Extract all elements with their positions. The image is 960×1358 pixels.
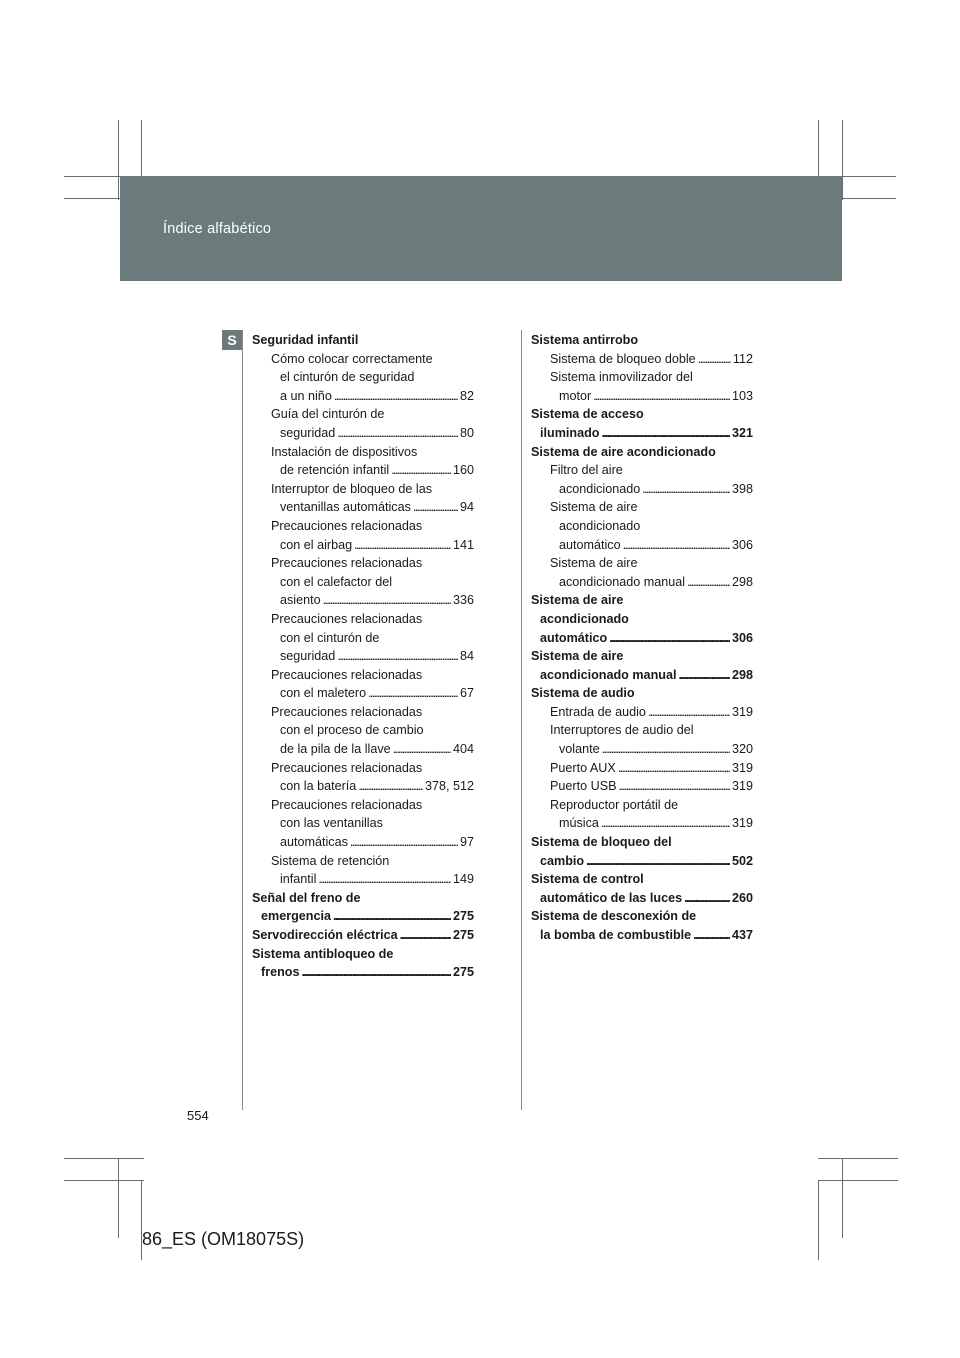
index-entry [531,405,753,424]
index-entry-label: Cómo colocar correctamente [271,351,433,366]
index-entry [531,814,753,833]
index-entry-label: Precauciones relacionadas [271,760,423,775]
dot-leader [354,536,451,555]
index-entry-label: Servodirección eléctrica [252,928,398,942]
index-entry-label: Guía del cinturón de [271,407,385,422]
index-entry-label: con el airbag [280,537,353,552]
index-entry-label: Sistema de control [531,872,644,887]
index-entry [252,405,474,424]
dot-leader [318,870,451,889]
index-entry-page: 320 [731,742,753,757]
index-entry-page: 306 [731,537,753,552]
index-entry [531,461,753,480]
index-entry-label: con el maletero [280,686,367,701]
index-entry-label: Sistema de bloqueo del [531,835,672,850]
index-entry [531,331,753,350]
dot-leader [609,629,730,648]
index-entry-label: acondicionado [559,481,641,496]
index-entry [531,424,753,443]
index-entry-label: Sistema de audio [531,686,635,701]
index-entry-label: Interruptores de audio del [550,723,694,738]
index-entry-label: Entrada de audio [550,704,646,719]
index-entry-label: Filtro del aire [550,463,623,478]
index-entry-label: emergencia [261,909,332,924]
index-entry-label: Sistema de desconexión de [531,909,697,924]
index-entry [531,350,753,369]
index-entry [531,740,753,759]
index-entry-page: 112 [732,351,753,366]
index-entry-page: 437 [731,928,753,942]
dot-leader [698,350,731,369]
index-entry-label: música [559,816,599,831]
dot-leader [337,424,458,443]
index-entry [531,629,753,648]
index-entry [252,963,474,982]
index-entry-label: Señal del freno de [252,890,361,905]
index-entry-label: ventanillas automáticas [280,500,411,515]
index-entry-page: 84 [459,649,474,664]
index-entry-label: Precauciones relacionadas [271,518,423,533]
index-entry-label: acondicionado manual [540,667,677,682]
index-entry [252,926,474,945]
index-entry-label: motor [559,388,592,403]
dot-leader [601,424,730,443]
header-title: Índice alfabético [163,221,272,237]
index-entry-page: 398 [731,481,753,496]
index-entry [252,629,474,648]
index-entry [252,387,474,406]
index-entry [531,889,753,908]
section-letter-tab: S [222,330,242,350]
index-entry [531,647,753,666]
index-entry-page: 97 [459,835,474,850]
index-entry [252,945,474,964]
index-entry [531,554,753,573]
index-entry [531,721,753,740]
index-entry-label: automático [559,537,621,552]
index-entry-label: Sistema de acceso [531,407,644,422]
index-entry-label: Precauciones relacionadas [271,556,423,571]
index-entry [531,536,753,555]
index-entry-page: 502 [731,853,753,868]
index-entry-page: 319 [731,704,753,719]
index-entry [252,666,474,685]
crop-mark [842,1158,843,1238]
index-entry [531,870,753,889]
index-entry-label: Instalación de dispositivos [271,444,418,459]
index-entry [252,610,474,629]
dot-leader [618,759,730,778]
index-column-left [252,331,474,982]
index-entry-label: asiento [280,593,321,608]
index-entry [252,591,474,610]
crop-mark [118,1158,119,1238]
index-entry [252,852,474,871]
index-entry-label: cambio [540,853,585,868]
index-entry-label: Interruptor de bloqueo de las [271,481,433,496]
index-entry [252,647,474,666]
index-entry [531,591,753,610]
index-entry-label: acondicionado manual [559,574,686,589]
index-entry [252,740,474,759]
dot-leader [602,740,730,759]
index-entry-label: Sistema de aire [550,500,638,515]
index-entry [531,926,753,945]
index-entry-page: 94 [459,500,474,515]
dot-leader [368,684,458,703]
index-entry-label: Sistema antirrobo [531,333,639,347]
index-entry-label: de retención infantil [280,463,390,478]
index-entry-label: acondicionado [540,611,629,626]
index-entry-page: 82 [459,388,474,403]
index-entry [252,350,474,369]
index-entry-page: 319 [731,779,753,794]
index-entry-page: 404 [452,742,474,757]
index-entry [252,443,474,462]
index-entry [531,368,753,387]
index-entry-label: seguridad [280,425,336,440]
crop-mark [64,1180,144,1181]
index-entry-label: con las ventanillas [280,816,383,831]
index-entry [531,610,753,629]
dot-leader [323,591,451,610]
dot-leader [586,852,730,871]
index-entry [531,666,753,685]
dot-leader [334,387,458,406]
index-entry [252,331,474,350]
index-entry-page: 160 [452,463,474,478]
index-entry [252,870,474,889]
index-entry [252,684,474,703]
index-entry [252,796,474,815]
index-entry-label: a un niño [280,388,332,403]
index-entry [252,889,474,908]
index-entry-page: 275 [452,909,474,924]
index-entry-label: Seguridad infantil [252,333,359,347]
index-entry-page: 321 [731,425,753,440]
header-band [120,176,842,281]
index-entry-page: 298 [731,667,753,682]
index-entry [531,907,753,926]
index-entry-label: iluminado [540,425,600,440]
index-entry [531,703,753,722]
index-entry [252,368,474,387]
index-entry-label: con el cinturón de [280,630,380,645]
index-entry-page: 275 [452,928,474,942]
index-entry-label: Sistema de aire acondicionado [531,444,716,459]
index-entry [252,573,474,592]
index-entry-label: Sistema de aire [550,556,638,571]
index-entry [531,480,753,499]
dot-leader [684,889,730,908]
index-entry [531,517,753,536]
dot-leader [619,777,730,796]
index-entry-label: el cinturón de seguridad [280,370,415,385]
index-entry-label: acondicionado [559,518,641,533]
index-entry-label: frenos [261,965,300,980]
dot-leader [678,666,730,685]
dot-leader [648,703,730,722]
index-entry [252,536,474,555]
index-entry [531,443,753,462]
crop-mark [818,1180,819,1260]
index-entry-label: de la pila de la llave [280,742,391,757]
dot-leader [693,926,730,945]
page-number: 554 [187,1108,209,1123]
dot-leader [642,480,730,499]
index-entry [252,759,474,778]
index-entry [252,721,474,740]
index-entry-label: Precauciones relacionadas [271,611,423,626]
index-entry [531,852,753,871]
index-entry-label: Sistema de bloqueo doble [550,351,696,366]
index-entry-label: con el proceso de cambio [280,723,424,738]
index-entry-page: 149 [452,872,474,887]
dot-leader [393,740,451,759]
crop-mark [842,120,843,200]
index-entry [531,684,753,703]
dot-leader [337,647,458,666]
dot-leader [413,498,458,517]
index-entry [252,424,474,443]
index-entry-label: Puerto USB [550,779,617,794]
index-entry-label: Sistema antibloqueo de [252,946,394,961]
index-entry-label: con el calefactor del [280,574,393,589]
index-column-right [531,331,753,945]
index-entry-label: la bomba de combustible [540,928,692,942]
dot-leader [400,926,451,945]
index-entry-page: 260 [731,890,753,905]
crop-mark [818,1158,898,1159]
index-entry [252,833,474,852]
dot-leader [350,833,458,852]
index-entry [531,573,753,592]
index-entry-label: Precauciones relacionadas [271,797,423,812]
index-entry-page: 80 [459,425,474,440]
dot-leader [593,387,730,406]
index-entry [252,461,474,480]
index-entry-page: 298 [731,574,753,589]
index-entry-label: seguridad [280,649,336,664]
dot-leader [391,461,451,480]
index-entry [252,907,474,926]
column-divider [521,330,522,1110]
index-entry [252,517,474,536]
index-entry [252,554,474,573]
index-entry [252,480,474,499]
index-entry-page: 319 [731,760,753,775]
index-entry [252,498,474,517]
index-entry [252,814,474,833]
index-entry-label: Reproductor portátil de [550,797,679,812]
document-code: 86_ES (OM18075S) [142,1229,305,1249]
index-entry-label: volante [559,742,600,757]
index-entry-page: 67 [459,686,474,701]
index-entry-page: 336 [452,593,474,608]
index-entry-page: 275 [452,965,474,980]
index-entry-label: Sistema inmovilizador del [550,370,693,385]
index-entry-label: Precauciones relacionadas [271,667,423,682]
index-entry-page: 306 [731,630,753,645]
index-entry-label: con la batería [280,779,357,794]
index-entry [531,777,753,796]
index-entry-page: 103 [731,388,753,403]
dot-leader [601,814,730,833]
index-entry-label: infantil [280,872,317,887]
index-entry-label: Precauciones relacionadas [271,704,423,719]
index-entry [252,703,474,722]
dot-leader [358,777,423,796]
dot-leader [623,536,730,555]
index-entry-label: automático [540,630,608,645]
index-entry-label: automáticas [280,835,348,850]
index-entry-label: Sistema de aire [531,649,624,664]
index-entry [252,777,474,796]
index-entry-page: 319 [731,816,753,831]
index-entry-label: automático de las luces [540,890,683,905]
index-entry-label: Sistema de retención [271,853,390,868]
index-entry [531,759,753,778]
index-entry-page: 378, 512 [424,779,474,794]
index-entry [531,796,753,815]
index-entry-page: 141 [452,537,474,552]
index-entry-label: Puerto AUX [550,760,616,775]
crop-mark [64,1158,144,1159]
column-divider [242,330,243,1110]
index-entry [531,387,753,406]
dot-leader [302,963,451,982]
index-entry-label: Sistema de aire [531,593,624,608]
crop-mark [118,120,119,200]
dot-leader [687,573,730,592]
index-entry [531,498,753,517]
crop-mark [818,1180,898,1181]
dot-leader [333,907,451,926]
index-entry [531,833,753,852]
